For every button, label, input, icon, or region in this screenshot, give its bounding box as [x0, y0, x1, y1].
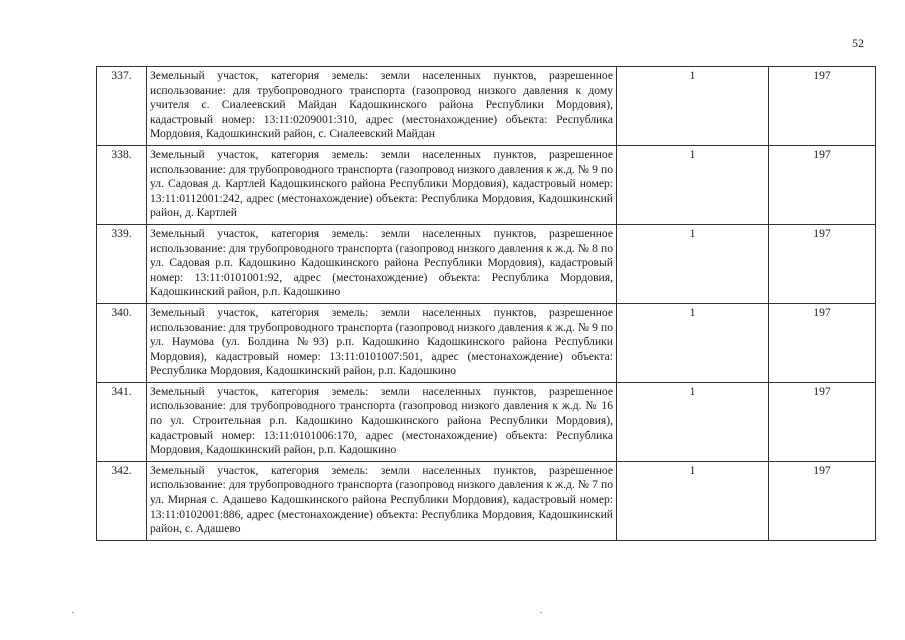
row-quantity: 1: [617, 303, 769, 382]
row-description: Земельный участок, категория земель: земли населенных пунктов, разрешенное использование: для трубопроводного транспорта (газопровод низкого давления к ж.д. № 16 по ул. Строительная р.п. Кадошкино Кадошкинского района Республики Мордовия), кадастровый номер: 13:11:0101006:170, адрес (местонахождение) объекта: Республика Мордовия, Кадошкинский район, р.п. Кадошкино: [147, 382, 617, 461]
table-row: [97, 303, 876, 382]
row-quantity: 1: [617, 382, 769, 461]
row-quantity: 1: [617, 224, 769, 303]
row-description: Земельный участок, категория земель: земли населенных пунктов, разрешенное использование: для трубопроводного транспорта (газопровод низкого давления к дому учителя с. Сиалеевский Майдан Кадошкинского района Республики Мордовия), кадастровый номер: 13:11:0209001:310, адрес (местонахождение) объекта: Республика Мордовия, Кадошкинский район, с. Сиалеевский Майдан: [147, 67, 617, 146]
row-number: 342.: [97, 461, 147, 540]
row-number: 339.: [97, 224, 147, 303]
row-number: 341.: [97, 382, 147, 461]
row-value: 197: [769, 382, 876, 461]
row-value: 197: [769, 303, 876, 382]
row-description: Земельный участок, категория земель: земли населенных пунктов, разрешенное использование: для трубопроводного транспорта (газопровод низкого давления к ж.д. № 8 по ул. Садовая р.п. Кадошкино Кадошкинского района Республики Мордовия), кадастровый номер: 13:11:0101001:92, адрес (местонахождение) объекта: Республика Мордовия, Кадошкинский район, р.п. Кадошкино: [147, 224, 617, 303]
row-number: 338.: [97, 145, 147, 224]
row-description: Земельный участок, категория земель: земли населенных пунктов, разрешенное использование: для трубопроводного транспорта (газопровод низкого давления к ж.д. № 9 по ул. Садовая д. Картлей Кадошкинского района Республики Мордовия), кадастровый номер: 13:11:0112001:242, адрес (местонахождение) объекта: Республика Мордовия, Кадошкинский район, д. Картлей: [147, 145, 617, 224]
row-quantity: 1: [617, 461, 769, 540]
table-row: [97, 145, 876, 224]
row-number: 340.: [97, 303, 147, 382]
row-description: Земельный участок, категория земель: земли населенных пунктов, разрешенное использование: для трубопроводного транспорта (газопровод низкого давления к ж.д. № 7 по ул. Мирная с. Адашево Кадошкинского района Республики Мордовия), кадастровый номер: 13:11:0102001:886, адрес (местонахождение) объекта: Республика Мордовия, Кадошкинский район, с. Адашево: [147, 461, 617, 540]
table-row: [97, 67, 876, 146]
page-number: 52: [852, 36, 864, 50]
property-table: [96, 66, 876, 541]
row-quantity: 1: [617, 145, 769, 224]
table-row: [97, 461, 876, 540]
scan-speck: [72, 612, 74, 613]
row-number: 337.: [97, 67, 147, 146]
row-quantity: 1: [617, 67, 769, 146]
table-row: [97, 382, 876, 461]
row-value: 197: [769, 224, 876, 303]
row-description: Земельный участок, категория земель: земли населенных пунктов, разрешенное использование: для трубопроводного транспорта (газопровод низкого давления к ж.д. № 9 по ул. Наумова (ул. Болдина №93) р.п. Кадошкино Кадошкинского района Республики Мордовия), кадастровый номер: 13:11:0101007:501, адрес (местонахождение) объекта: Республика Мордовия, Кадошкинский район, р.п. Кадошкино: [147, 303, 617, 382]
scan-speck: [540, 612, 542, 613]
row-value: 197: [769, 67, 876, 146]
table-row: [97, 224, 876, 303]
row-value: 197: [769, 145, 876, 224]
row-value: 197: [769, 461, 876, 540]
